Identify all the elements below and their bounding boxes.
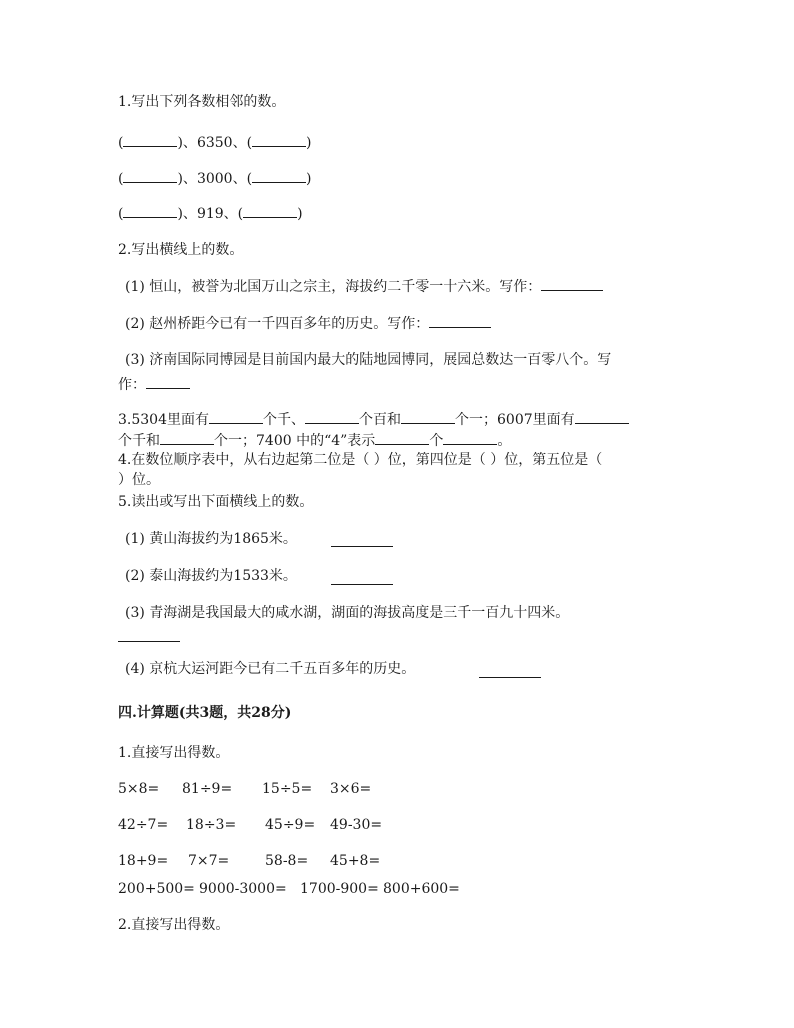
answer-blank[interactable] <box>209 409 263 424</box>
answer-blank[interactable] <box>252 168 306 183</box>
calc-item: 49-30= <box>330 817 383 833</box>
q3-text: 个千、 <box>263 412 305 428</box>
item-text: 济南国际同博园是目前国内最大的陆地园博同，展园总数达一百零八个。写 <box>149 352 612 368</box>
separator: )、 <box>177 135 197 151</box>
item-number: (1) <box>125 279 145 295</box>
q5-item-3 <box>125 603 569 623</box>
separator: )、 <box>177 206 197 222</box>
answer-blank[interactable] <box>331 545 393 547</box>
q4-line-2: ）位。 <box>118 472 160 488</box>
q1-item-2 <box>118 168 312 189</box>
answer-blank[interactable] <box>375 430 429 445</box>
q3-text: 3.5304里面有 <box>118 412 209 428</box>
answer-blank[interactable] <box>160 430 214 445</box>
q5-title: 5.读出或写出下面横线上的数。 <box>118 494 314 510</box>
q2-item-3-continued <box>118 374 190 395</box>
calc-item: 15÷5= <box>262 781 313 797</box>
item-text: 泰山海拔约为1533米。 <box>149 568 297 584</box>
item-number: (2) <box>125 568 145 584</box>
q2-item-2 <box>125 313 491 334</box>
item-text: 恒山，被誉为北国万山之宗主，海拔约二千零一十六米。写作： <box>149 279 542 295</box>
q5-item-1 <box>125 529 297 549</box>
number-value: 919 <box>196 206 224 222</box>
answer-blank[interactable] <box>123 203 177 218</box>
calc-item: 800+600= <box>383 881 460 897</box>
q3-text: 个一；6007里面有 <box>455 412 575 428</box>
q3-text: 个千和 <box>118 433 160 449</box>
calc-item: 58-8= <box>265 853 309 869</box>
calc-item: 18+9= <box>118 853 169 869</box>
item-number: (2) <box>125 316 145 332</box>
paren-close: ) <box>306 171 312 187</box>
answer-blank[interactable] <box>331 583 393 585</box>
q3-text: 个一；7400 中的“4”表示 <box>214 433 376 449</box>
q3-text: 个 <box>429 433 444 449</box>
calc-item: 45÷9= <box>265 817 316 833</box>
paren-open: ( <box>118 171 124 187</box>
q1-title: 1.写出下列各数相邻的数。 <box>118 94 286 110</box>
item-number: (1) <box>125 531 145 547</box>
item-text: 赵州桥距今已有一千四百多年的历史。写作： <box>149 316 430 332</box>
q4-line-1: 4.在数位顺序表中，从右边起第二位是（ ）位，第四位是（ ）位，第五位是（ <box>118 452 603 468</box>
q1-item-3 <box>118 203 303 224</box>
calc2-title: 2.直接写出得数。 <box>118 917 230 933</box>
answer-blank[interactable] <box>429 313 491 328</box>
paren-close: ) <box>297 206 303 222</box>
calc-item: 18÷3= <box>186 817 237 833</box>
answer-blank[interactable] <box>541 276 603 291</box>
answer-blank[interactable] <box>479 676 541 678</box>
answer-blank[interactable] <box>252 132 306 147</box>
number-value: 6350 <box>196 135 233 151</box>
q5-item-2 <box>125 566 297 586</box>
q2-item-3 <box>125 350 611 370</box>
answer-blank[interactable] <box>305 409 359 424</box>
item-number: (3) <box>125 352 145 368</box>
section-title: 四.计算题(共3题，共28分) <box>118 705 292 721</box>
answer-blank[interactable] <box>123 132 177 147</box>
answer-blank[interactable] <box>146 374 190 389</box>
answer-blank[interactable] <box>443 430 497 445</box>
answer-blank[interactable] <box>243 203 297 218</box>
q3-text: 个百和 <box>359 412 401 428</box>
q3-line-2 <box>118 430 511 451</box>
item-number: (4) <box>125 661 145 677</box>
q2-item-1 <box>125 276 603 297</box>
calc1-title: 1.直接写出得数。 <box>118 745 230 761</box>
calc-item: 5×8= <box>118 781 160 797</box>
answer-blank[interactable] <box>118 640 180 642</box>
answer-blank[interactable] <box>401 409 455 424</box>
item-number: (3) <box>125 605 145 621</box>
item-text: 青海湖是我国最大的咸水湖，湖面的海拔高度是三千一百九十四米。 <box>149 605 570 621</box>
paren-open: ( <box>118 206 124 222</box>
q1-item-1 <box>118 132 312 153</box>
paren-open: ( <box>118 135 124 151</box>
q5-item-4 <box>125 659 415 679</box>
paren-close: ) <box>306 135 312 151</box>
calc-item: 3×6= <box>330 781 372 797</box>
separator: 、( <box>232 135 253 151</box>
separator: 、( <box>223 206 244 222</box>
calc-item: 7×7= <box>188 853 230 869</box>
calc-item: 45+8= <box>330 853 381 869</box>
item-text: 黄山海拔约为1865米。 <box>149 531 297 547</box>
calc-item: 200+500= <box>118 881 195 897</box>
q3-line-1 <box>118 409 629 430</box>
answer-blank[interactable] <box>575 409 629 424</box>
answer-blank[interactable] <box>123 168 177 183</box>
item-text: 作： <box>118 377 146 393</box>
calc-item: 1700-900= <box>300 881 379 897</box>
calc-item: 42÷7= <box>118 817 169 833</box>
q3-text: 。 <box>497 433 512 449</box>
number-value: 3000 <box>196 171 233 187</box>
q2-title: 2.写出横线上的数。 <box>118 242 244 258</box>
separator: )、 <box>177 171 197 187</box>
separator: 、( <box>232 171 253 187</box>
calc-item: 81÷9= <box>182 781 233 797</box>
calc-item: 9000-3000= <box>199 881 287 897</box>
item-text: 京杭大运河距今已有二千五百多年的历史。 <box>149 661 416 677</box>
